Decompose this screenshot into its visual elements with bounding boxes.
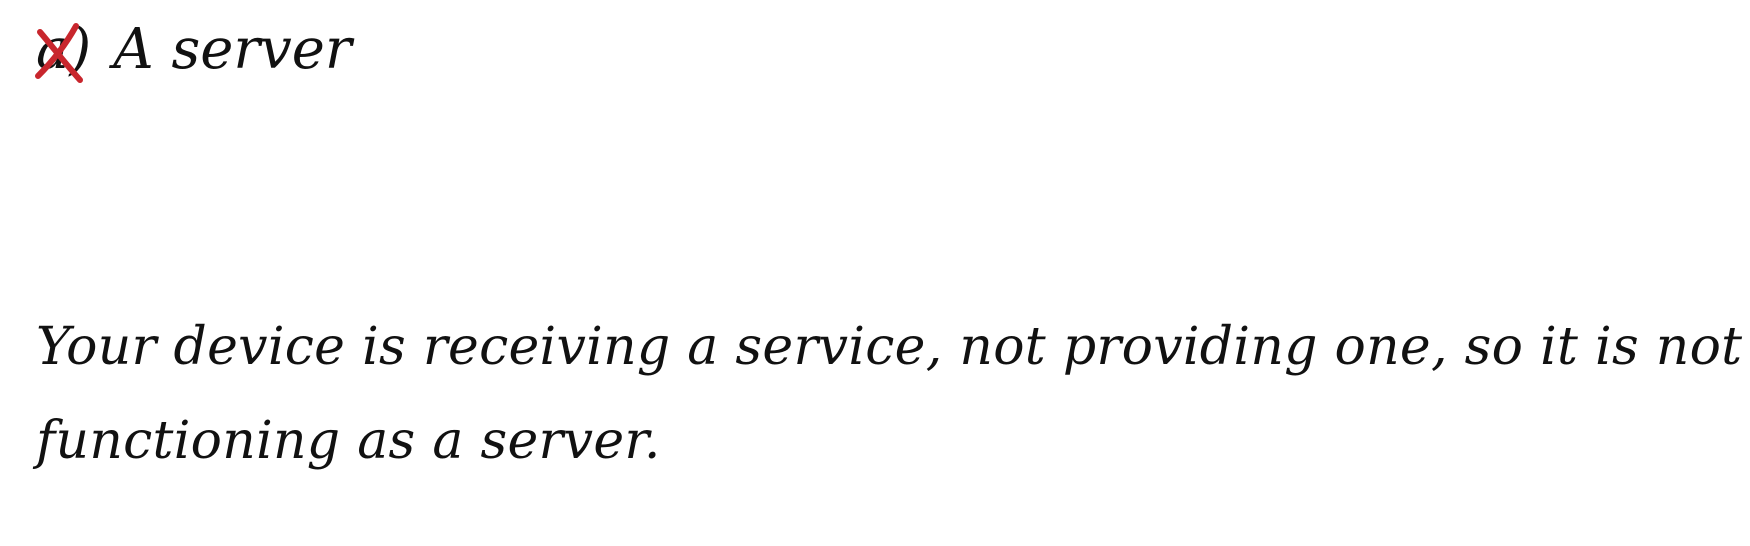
explanation-line-2: functioning as a server.: [36, 411, 661, 471]
option-letter: a: [36, 17, 70, 82]
option-letter-marked: [36, 17, 70, 82]
answer-option: [36, 10, 352, 90]
cross-mark-icon: [30, 14, 90, 84]
option-paren: ): [69, 17, 92, 82]
explanation-line-1: Your device is receiving a service, not providing one, so it is not: [36, 317, 1743, 377]
option-text: A server: [113, 17, 352, 82]
explanation-text: [36, 317, 1743, 488]
